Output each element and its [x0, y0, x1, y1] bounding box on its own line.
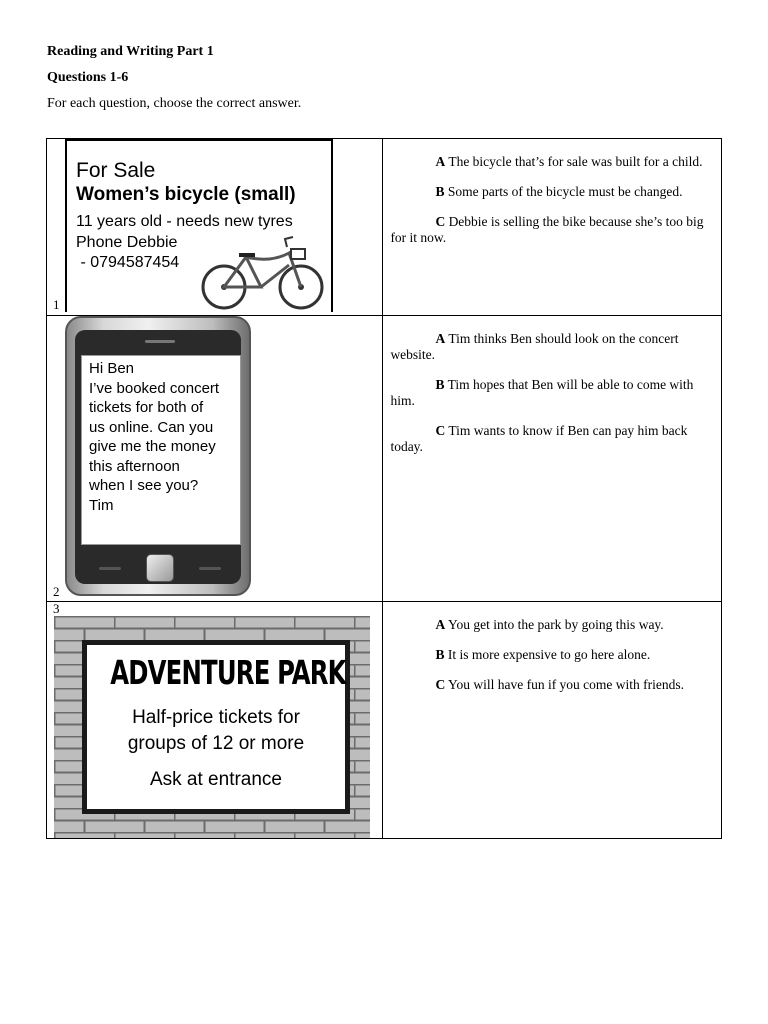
sign-heading: For Sale: [76, 159, 156, 182]
instruction: For each question, choose the correct answer.: [47, 96, 302, 111]
question-1-options: [383, 139, 722, 316]
text-message-screen: [81, 355, 241, 545]
sign-line: Phone Debbie: [76, 234, 178, 251]
option-text: Debbie is selling the bike because she’s too big for it now.: [390, 214, 704, 245]
option-b: [383, 647, 721, 663]
option-b: [383, 377, 721, 409]
option-letter: C: [435, 677, 446, 692]
questions-table: [46, 138, 722, 839]
option-text: It is more expensive to go here alone.: [444, 647, 651, 662]
questions-heading: Questions 1-6: [47, 70, 129, 85]
end-call-button-icon: [199, 567, 221, 570]
for-sale-sign: [65, 139, 333, 312]
option-letter: B: [435, 647, 445, 662]
question-number: 3: [53, 601, 60, 616]
option-letter: B: [435, 184, 445, 199]
notice-line: Ask at entrance: [149, 769, 283, 790]
option-c: [383, 677, 721, 693]
option-text: You get into the park by going this way.: [445, 617, 664, 632]
option-letter: C: [435, 214, 446, 229]
question-2-options: [383, 316, 722, 602]
part-title: Reading and Writing Part 1: [47, 44, 214, 59]
option-b: [383, 184, 721, 200]
option-text: Tim wants to know if Ben can pay him back today.: [390, 423, 688, 454]
question-3-options: [383, 602, 722, 839]
question-3-image-cell: [47, 602, 383, 839]
notice-line: groups of 12 or more: [127, 733, 305, 754]
adventure-park-sign: [54, 616, 370, 838]
message-line: I’ve booked concert: [89, 380, 220, 397]
sign-subheading: Women’s bicycle (small): [76, 184, 296, 205]
park-notice-board: [82, 640, 350, 814]
message-line: Tim: [89, 497, 114, 514]
question-row-2: [47, 316, 722, 602]
option-text: Tim thinks Ben should look on the concert website.: [390, 331, 679, 362]
phone-body: [75, 330, 241, 584]
option-c: [383, 214, 721, 246]
message-line: give me the money: [89, 438, 216, 455]
notice-line: Half-price tickets for: [132, 707, 300, 728]
message-line: this afternoon: [89, 458, 180, 475]
option-a: [383, 331, 721, 363]
sign-line: - 0794587454: [76, 254, 180, 271]
question-row-1: [47, 139, 722, 316]
option-letter: C: [435, 423, 446, 438]
message-line: us online. Can you: [89, 419, 214, 436]
speaker-icon: [145, 340, 175, 343]
message-line: when I see you?: [89, 477, 199, 494]
question-number: 2: [53, 584, 60, 599]
question-1-image-cell: [47, 139, 383, 316]
question-2-image-cell: [47, 316, 383, 602]
option-letter: B: [435, 377, 445, 392]
park-title: ADVENTURE PARK: [110, 653, 346, 692]
option-c: [383, 423, 721, 455]
option-a: [383, 617, 721, 633]
message-line: Hi Ben: [89, 360, 135, 377]
sign-line: 11 years old - needs new tyres: [76, 213, 293, 230]
bicycle-icon: [201, 235, 325, 311]
mobile-phone: [65, 316, 251, 596]
option-a: [383, 154, 721, 170]
message-line: tickets for both of: [89, 399, 204, 416]
option-text: Some parts of the bicycle must be changed.: [444, 184, 683, 199]
question-row-3: [47, 602, 722, 839]
option-letter: A: [435, 331, 446, 346]
option-letter: A: [435, 617, 446, 632]
option-letter: A: [435, 154, 446, 169]
option-text: You will have fun if you come with friends.: [445, 677, 685, 692]
option-text: Tim hopes that Ben will be able to come with him.: [390, 377, 694, 408]
call-button-icon: [99, 567, 121, 570]
question-number: 1: [53, 297, 60, 312]
option-text: The bicycle that’s for sale was built for a child.: [445, 154, 703, 169]
home-button-icon: [146, 554, 174, 582]
